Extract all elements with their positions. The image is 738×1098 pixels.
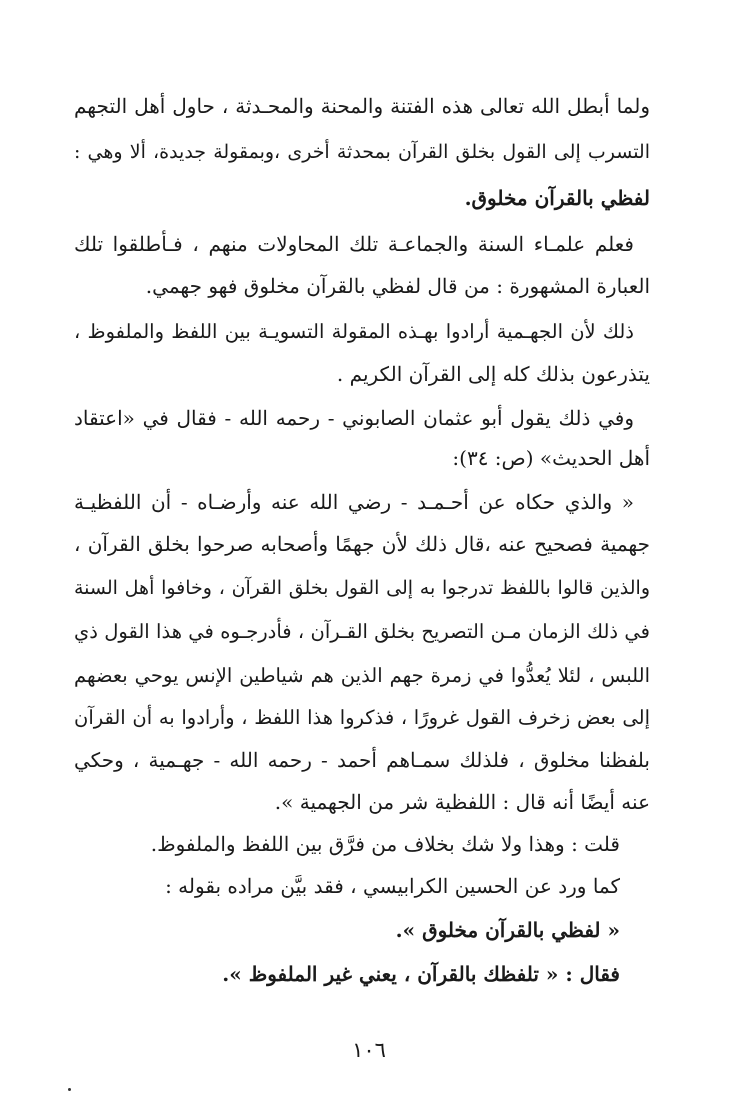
text-line-6: ذلك لأن الجهـمية أرادوا بهـذه المقولة التسويـة بين اللفظ والملفوظ ، [74,320,634,343]
text-line-8: وفي ذلك يقول أبو عثمان الصابوني - رحمه الله - فقال في «اعتقاد [74,406,634,430]
text-line-11: جهمية فصحيح عنه ،قال ذلك لأن جهمًا وأصحابه صرحوا بخلق القرآن ، [74,532,650,556]
text-line-18: قلت : وهذا ولا شك بخلاف من فرَّق بين اللفظ والملفوظ. [150,832,620,856]
text-line-16: بلفظنا مخلوق ، فلذلك سمـاهم أحمد - رحمه الله - جهـمية ، وحكي [74,748,650,772]
text-line-9: أهل الحديث» (ص: ٣٤): [452,446,650,470]
text-line-10: « والذي حكاه عن أحـمـد - رضي الله عنه وأرضـاه - أن اللفظيـة [74,490,634,514]
text-line-20: « لفظي بالقرآن مخلوق ». [395,918,620,942]
text-line-17: عنه أيضًا أنه قال : اللفظية شر من الجهمية ». [274,790,650,814]
text-line-7: يتذرعون بذلك كله إلى القرآن الكريم . [336,362,650,386]
text-line-21: فقال : « تلفظك بالقرآن ، يعني غير الملفوظ ». [222,962,620,986]
text-line-14: اللبس ، لئلا يُعدُّوا في زمرة جهم الذين هم شياطين الإنس يوحي بعضهم [74,664,650,687]
text-line-19: كما ورد عن الحسين الكرابيسي ، فقد بيَّن مراده بقوله : [165,874,620,898]
text-line-13: في ذلك الزمان مـن التصريح بخلق القـرآن ، فأدرجـوه في هذا القول ذي [74,620,650,643]
page-number: ١٠٦ [352,1038,386,1062]
text-line-5: العبارة المشهورة : من قال لفظي بالقرآن مخلوق فهو جهمي. [145,274,650,298]
text-line-1: ولما أبطل الله تعالى هذه الفتنة والمحنة والمحـدثة ، حاول أهل التجهم [74,94,650,118]
text-line-2: التسرب إلى القول بخلق القرآن بمحدثة أخرى ،وبمقولة جديدة، ألا وهي : [74,141,650,163]
scan-speck [68,1088,71,1091]
text-line-12: والذين قالوا باللفظ تدرجوا به إلى القول بخلق القرآن ، وخافوا أهل السنة [74,577,650,599]
text-line-3: لفظي بالقرآن مخلوق. [464,186,650,210]
text-line-15: إلى بعض زخرف القول غرورًا ، فذكروا هذا اللفظ ، وأرادوا به أن القرآن [74,706,650,729]
text-line-4: فعلم علمـاء السنة والجماعـة تلك المحاولات منهم ، فـأطلقوا تلك [74,232,634,256]
